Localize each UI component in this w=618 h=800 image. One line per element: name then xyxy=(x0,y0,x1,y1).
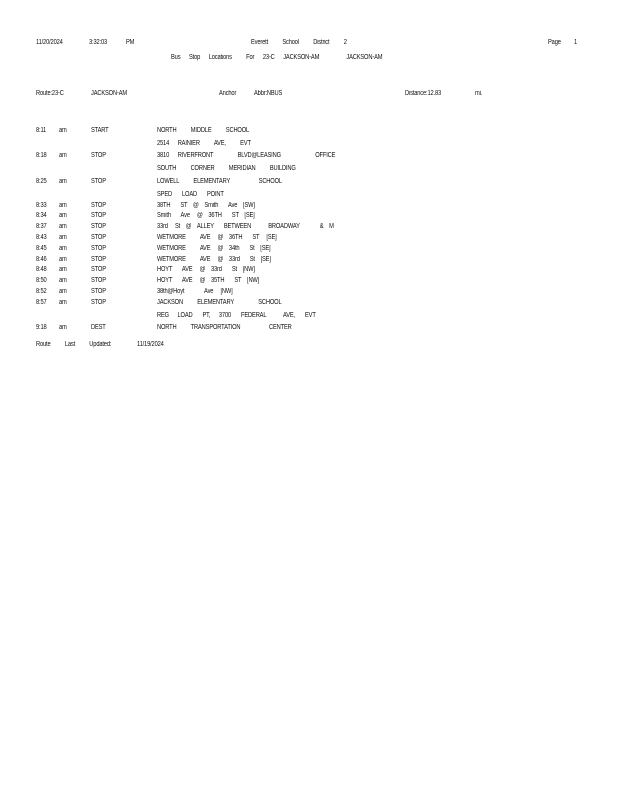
stop-row xyxy=(0,277,618,287)
stop-time: 8:52 xyxy=(36,288,47,295)
stop-row xyxy=(0,165,618,175)
stop-ampm: am xyxy=(59,266,67,273)
stop-row xyxy=(0,140,618,150)
anchor-label: Anchor xyxy=(219,90,237,97)
stop-description: 2514 RAINIER AVE, EVT xyxy=(157,140,251,147)
route-label: Route:23-C xyxy=(36,90,64,97)
distance-label: Distance:12.83 xyxy=(405,90,442,97)
last-updated-date: 11/19/2024 xyxy=(137,341,164,348)
stop-type: START xyxy=(91,127,109,134)
stop-type: STOP xyxy=(91,299,106,306)
stop-type: STOP xyxy=(91,256,106,263)
page-label: Page xyxy=(548,39,561,46)
stop-time: 8:48 xyxy=(36,266,47,273)
stop-description: JACKSON ELEMENTARY SCHOOL xyxy=(157,299,282,306)
stop-ampm: am xyxy=(59,202,67,209)
stop-time: 8:34 xyxy=(36,212,47,219)
stop-type: STOP xyxy=(91,245,106,252)
stop-ampm: am xyxy=(59,324,67,331)
stop-type: STOP xyxy=(91,178,106,185)
stop-time: 8:11 xyxy=(36,127,47,134)
stop-type: DEST xyxy=(91,324,106,331)
stop-description: HOYT AVE @ 33rd St [NW] xyxy=(157,266,255,273)
stop-ampm: am xyxy=(59,288,67,295)
stop-row xyxy=(0,324,618,334)
stop-time: 8:57 xyxy=(36,299,47,306)
report-date: 11/20/2024 xyxy=(36,39,63,46)
page-number: 1 xyxy=(574,39,578,46)
stop-description: NORTH TRANSPORTATION CENTER xyxy=(157,324,292,331)
stop-description: SPED LOAD POINT xyxy=(157,191,224,198)
stop-type: STOP xyxy=(91,266,106,273)
stop-description: WETMORE AVE @ 34th St [SE] xyxy=(157,245,271,252)
stop-ampm: am xyxy=(59,127,67,134)
stop-time: 8:25 xyxy=(36,178,47,185)
report-time: 3:32:03 xyxy=(89,39,108,46)
stop-type: STOP xyxy=(91,223,106,230)
abbr-label: Abbr:NBUS xyxy=(254,90,283,97)
stop-ampm: am xyxy=(59,277,67,284)
stop-row xyxy=(0,152,618,162)
stop-row xyxy=(0,245,618,255)
stop-row xyxy=(0,223,618,233)
stop-row xyxy=(0,234,618,244)
stop-ampm: am xyxy=(59,178,67,185)
stop-row xyxy=(0,266,618,276)
stop-description: HOYT AVE @ 35TH ST [NW] xyxy=(157,277,260,284)
stop-ampm: am xyxy=(59,299,67,306)
stop-time: 8:33 xyxy=(36,202,47,209)
stop-description: 38th@Hoyt Ave [NW] xyxy=(157,288,233,295)
last-updated-label: Route Last Updated: xyxy=(36,341,112,348)
stop-ampm: am xyxy=(59,212,67,219)
stop-type: STOP xyxy=(91,277,106,284)
stop-time: 9:18 xyxy=(36,324,47,331)
distance-unit: mi. xyxy=(475,90,483,97)
stop-description: Smith Ave @ 36TH ST [SE] xyxy=(157,212,255,219)
stop-time: 8:46 xyxy=(36,256,47,263)
stop-description: NORTH MIDDLE SCHOOL xyxy=(157,127,250,134)
stop-description: 3810 RIVERFRONT BLVD@LEASING OFFICE xyxy=(157,152,336,159)
stop-ampm: am xyxy=(59,223,67,230)
stop-row xyxy=(0,256,618,266)
stop-ampm: am xyxy=(59,245,67,252)
stop-time: 8:45 xyxy=(36,245,47,252)
stop-time: 8:18 xyxy=(36,152,47,159)
stop-description: 33rd St @ ALLEY BETWEEN BROADWAY & M xyxy=(157,223,334,230)
stop-row xyxy=(0,288,618,298)
stop-description: REG LOAD PT, 3700 FEDERAL AVE, EVT xyxy=(157,312,316,319)
stop-row xyxy=(0,178,618,188)
report-title: Bus Stop Locations For 23-C JACKSON-AM JACKSON-AM xyxy=(171,54,383,61)
report-ampm: PM xyxy=(126,39,135,46)
stop-ampm: am xyxy=(59,256,67,263)
stop-row xyxy=(0,202,618,212)
stop-description: SOUTH CORNER MERIDIAN BUILDING xyxy=(157,165,296,172)
stop-row xyxy=(0,127,618,137)
stop-row xyxy=(0,299,618,309)
stop-row xyxy=(0,212,618,222)
stop-time: 8:37 xyxy=(36,223,47,230)
stop-type: STOP xyxy=(91,212,106,219)
stop-type: STOP xyxy=(91,288,106,295)
stop-row xyxy=(0,312,618,322)
stop-description: LOWELL ELEMENTARY SCHOOL xyxy=(157,178,282,185)
stop-ampm: am xyxy=(59,234,67,241)
stop-ampm: am xyxy=(59,152,67,159)
stop-type: STOP xyxy=(91,152,106,159)
district-name: Everett School District 2 xyxy=(251,39,347,46)
stop-row xyxy=(0,191,618,201)
stop-type: STOP xyxy=(91,202,106,209)
stop-description: WETMORE AVE @ 33rd St [SE] xyxy=(157,256,271,263)
stop-description: WETMORE AVE @ 36TH ST [SE] xyxy=(157,234,277,241)
stop-time: 8:50 xyxy=(36,277,47,284)
stop-type: STOP xyxy=(91,234,106,241)
stop-description: 38TH ST @ Smith Ave [SW] xyxy=(157,202,255,209)
stop-time: 8:43 xyxy=(36,234,47,241)
route-name: JACKSON-AM xyxy=(91,90,128,97)
